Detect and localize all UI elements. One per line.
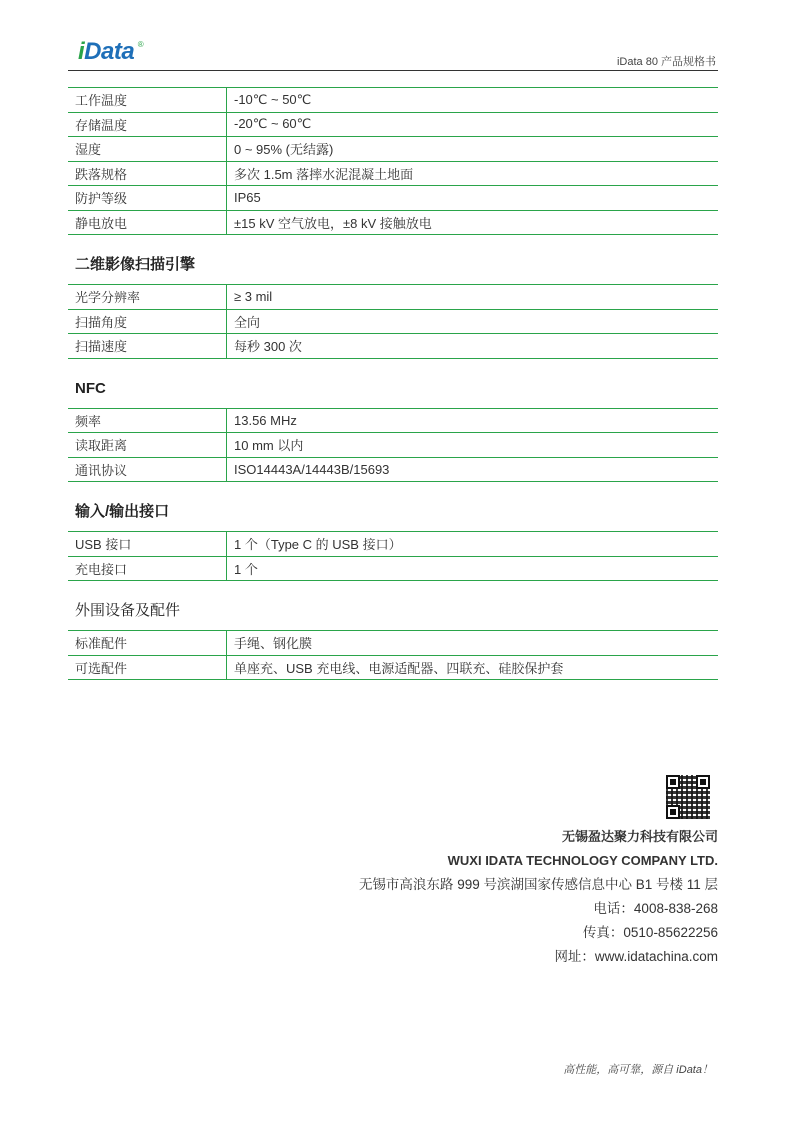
company-phone: 电话：4008-838-268 bbox=[593, 901, 718, 916]
table-row bbox=[68, 655, 718, 680]
qr-finder-pattern bbox=[666, 775, 680, 789]
table-row bbox=[68, 210, 718, 235]
spec-key: 工作温度 bbox=[68, 88, 227, 113]
table-row bbox=[68, 161, 718, 186]
spec-key: USB 接口 bbox=[68, 532, 227, 557]
qr-code-icon bbox=[666, 775, 710, 819]
table-row bbox=[68, 457, 718, 482]
page-header bbox=[68, 36, 718, 71]
environment-table bbox=[68, 87, 718, 235]
table-row bbox=[68, 137, 718, 162]
table-row bbox=[68, 556, 718, 581]
spec-key: 扫描速度 bbox=[68, 334, 227, 359]
company-address: 无锡市高浪东路 999 号滨湖国家传感信息中心 B1 号楼 11 层 bbox=[358, 877, 718, 892]
spec-value: 手绳、钢化膜 bbox=[227, 631, 719, 656]
spec-value: ISO14443A/14443B/15693 bbox=[227, 457, 719, 482]
table-row bbox=[68, 88, 718, 113]
scan-engine-table bbox=[68, 284, 718, 359]
table-row bbox=[68, 433, 718, 458]
spec-value: -20℃ ~ 60℃ bbox=[227, 112, 719, 137]
spec-value: 10 mm 以内 bbox=[227, 433, 719, 458]
spec-key: 可选配件 bbox=[68, 655, 227, 680]
company-name-en: WUXI IDATA TECHNOLOGY COMPANY LTD. bbox=[447, 853, 718, 868]
company-fax: 传真：0510-85622256 bbox=[582, 925, 718, 940]
spec-value: 1 个 bbox=[227, 556, 719, 581]
spec-key: 读取距离 bbox=[68, 433, 227, 458]
io-table bbox=[68, 531, 718, 581]
document-title: iData 80 产品规格书 bbox=[616, 56, 716, 68]
spec-value: -10℃ ~ 50℃ bbox=[227, 88, 719, 113]
spec-value: 0 ~ 95% (无结露) bbox=[227, 137, 719, 162]
spec-value: 1 个（Type C 的 USB 接口） bbox=[227, 532, 719, 557]
nfc-table bbox=[68, 408, 718, 483]
spec-value: IP65 bbox=[227, 186, 719, 211]
spec-key: 充电接口 bbox=[68, 556, 227, 581]
table-row bbox=[68, 186, 718, 211]
logo-text: Data bbox=[84, 38, 135, 65]
spec-key: 扫描角度 bbox=[68, 309, 227, 334]
company-name-cn: 无锡盈达聚力科技有限公司 bbox=[561, 829, 718, 844]
spec-key: 静电放电 bbox=[68, 210, 227, 235]
table-row bbox=[68, 112, 718, 137]
spec-key: 防护等级 bbox=[68, 186, 227, 211]
table-row bbox=[68, 408, 718, 433]
idata-logo bbox=[78, 38, 144, 66]
section-title-io: 输入/输出接口 bbox=[75, 503, 170, 520]
spec-value: ≥ 3 mil bbox=[227, 285, 719, 310]
spec-key: 湿度 bbox=[68, 137, 227, 162]
spec-value: 全向 bbox=[227, 309, 719, 334]
company-website: 网址：www.idatachina.com bbox=[554, 949, 718, 964]
table-row bbox=[68, 285, 718, 310]
spec-value: 单座充、USB 充电线、电源适配器、四联充、硅胶保护套 bbox=[227, 655, 719, 680]
spec-key: 光学分辨率 bbox=[68, 285, 227, 310]
footer-slogan: 高性能，高可靠，源自 iData！ bbox=[563, 1064, 713, 1076]
spec-key: 标准配件 bbox=[68, 631, 227, 656]
spec-content bbox=[68, 87, 718, 680]
table-row bbox=[68, 631, 718, 656]
contact-block bbox=[298, 775, 718, 969]
table-row bbox=[68, 334, 718, 359]
registered-mark: ® bbox=[137, 40, 144, 49]
spec-value: 多次 1.5m 落摔水泥混凝土地面 bbox=[227, 161, 719, 186]
section-title-scan-engine: 二维影像扫描引擎 bbox=[75, 256, 196, 273]
qr-finder-pattern bbox=[666, 805, 680, 819]
qr-finder-pattern bbox=[696, 775, 710, 789]
spec-key: 跌落规格 bbox=[68, 161, 227, 186]
spec-value: ±15 kV 空气放电，±8 kV 接触放电 bbox=[227, 210, 719, 235]
table-row bbox=[68, 532, 718, 557]
logo-prefix: i bbox=[78, 38, 85, 65]
table-row bbox=[68, 309, 718, 334]
spec-key: 通讯协议 bbox=[68, 457, 227, 482]
spec-value: 每秒 300 次 bbox=[227, 334, 719, 359]
spec-key: 频率 bbox=[68, 408, 227, 433]
section-title-nfc: NFC bbox=[75, 379, 106, 397]
section-title-accessories: 外围设备及配件 bbox=[75, 602, 181, 619]
accessories-table bbox=[68, 630, 718, 680]
spec-value: 13.56 MHz bbox=[227, 408, 719, 433]
spec-key: 存储温度 bbox=[68, 112, 227, 137]
